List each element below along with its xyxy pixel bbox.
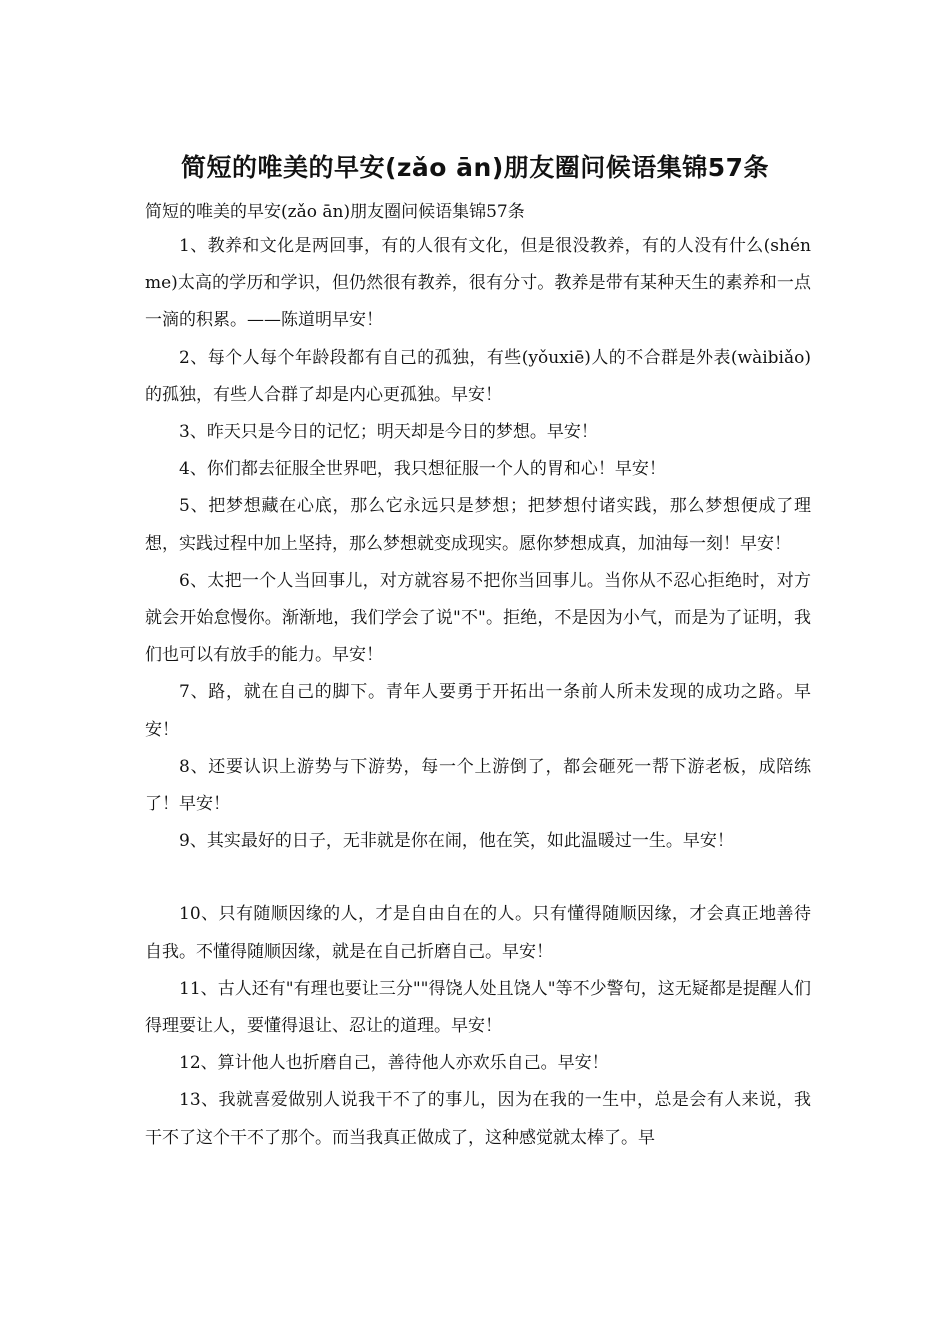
paragraph-2: 2、每个人每个年龄段都有自己的孤独，有些(yǒuxiē)人的不合群是外表(wàibiǎo)的孤独，有些人合群了却是内心更孤独。早安！ <box>145 347 811 405</box>
paragraph-10: 10、只有随顺因缘的人，才是自由自在的人。只有懂得随顺因缘，才会真正地善待自我。不懂得随顺因缘，就是在自己折磨自己。早安！ <box>145 904 811 962</box>
paragraph-4: 4、你们都去征服全世界吧，我只想征服一个人的胃和心！早安！ <box>179 459 666 480</box>
paragraph-11: 11、古人还有"有理也要让三分""得饶人处且饶人"等不少警句，这无疑都是提醒人们得理要让人，要懂得退让、忍让的道理。早安！ <box>145 978 811 1037</box>
paragraph-3: 3、昨天只是今日的记忆；明天却是今日的梦想。早安！ <box>179 422 598 443</box>
paragraph-gap <box>145 860 811 896</box>
document-body <box>145 228 811 1157</box>
paragraph-5: 5、把梦想藏在心底，那么它永远只是梦想；把梦想付诸实践，那么梦想便成了理想，实践过程中加上坚持，那么梦想就变成现实。愿你梦想成真，加油每一刻！早安！ <box>145 496 811 554</box>
paragraph-1: 1、教养和文化是两回事，有的人很有文化，但是很没教养，有的人没有什么(shén me)太高的学历和学识，但仍然很有教养，很有分寸。教养是带有某种天生的素养和一点一滴的积累。——陈道明早安！ <box>145 236 811 331</box>
paragraph-8: 8、还要认识上游势与下游势，每一个上游倒了，都会砸死一帮下游老板，成陪练了！早安！ <box>145 756 811 815</box>
paragraph-6: 6、太把一个人当回事儿，对方就容易不把你当回事儿。当你从不忍心拒绝时，对方就会开始怠慢你。渐渐地，我们学会了说"不"。拒绝，不是因为小气，而是为了证明，我们也可以有放手的能力。早安！ <box>145 570 811 666</box>
paragraph-7: 7、路，就在自己的脚下。青年人要勇于开拓出一条前人所未发现的成功之路。早安！ <box>145 682 811 740</box>
paragraph-13: 13、我就喜爱做别人说我干不了的事儿，因为在我的一生中，总是会有人来说，我干不了这个干不了那个。而当我真正做成了，这种感觉就太棒了。早 <box>145 1090 811 1148</box>
paragraph-12: 12、算计他人也折磨自己，善待他人亦欢乐自己。早安！ <box>179 1053 609 1074</box>
document-title: 简短的唯美的早安(zǎo ān)朋友圈问候语集锦57条 <box>180 153 770 182</box>
document-subtitle: 简短的唯美的早安(zǎo ān)朋友圈问候语集锦57条 <box>145 202 525 222</box>
paragraph-9: 9、其实最好的日子，无非就是你在闹，他在笑，如此温暖过一生。早安！ <box>179 831 734 852</box>
